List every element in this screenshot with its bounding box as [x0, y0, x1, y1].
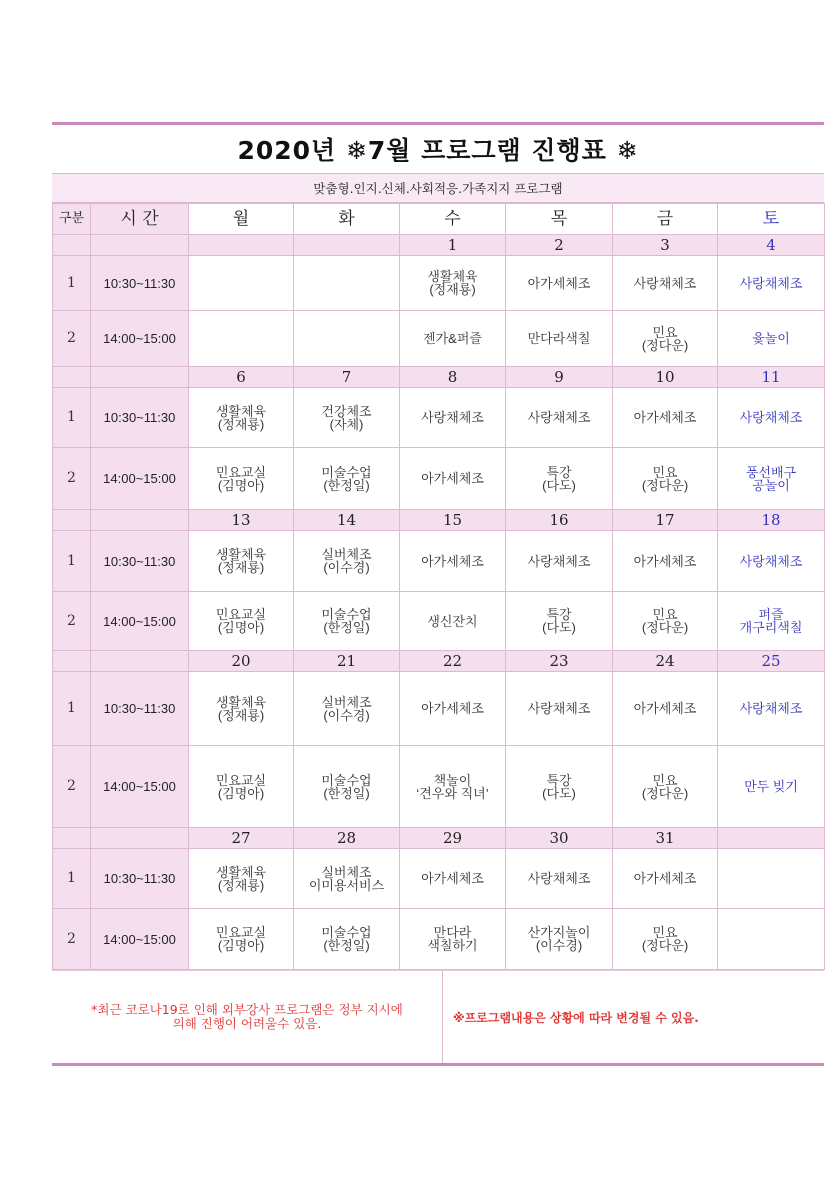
program-text: 생활체육: [215, 403, 267, 419]
program-text: 민요교실: [215, 607, 267, 622]
date-row: [53, 235, 825, 256]
date-cell: 6: [189, 367, 294, 388]
date-cell: 28: [294, 828, 400, 849]
header-day-tue: 화: [294, 204, 400, 235]
program-text: 아가세체조: [633, 871, 697, 886]
program-text: 아가세체조: [421, 553, 484, 569]
date-cell: 3: [613, 235, 718, 256]
program-text: 아가세체조: [421, 871, 484, 886]
program-text: 실버체조: [321, 547, 372, 562]
program-cell: [613, 909, 718, 970]
program-text: (김명아): [217, 938, 265, 953]
program-text: 아가세체조: [633, 701, 697, 716]
date-cell: [189, 235, 294, 256]
program-text: 특강: [546, 464, 572, 480]
program-cell: [506, 388, 613, 448]
program-text: (한정일): [323, 620, 370, 635]
program-cell: [718, 256, 825, 311]
program-text: (정재룡): [217, 416, 265, 432]
program-text: 민요교실: [215, 464, 267, 480]
program-cell: [400, 311, 506, 367]
program-cell: [613, 746, 718, 828]
program-cell: [400, 388, 506, 448]
program-cell: [189, 256, 294, 311]
program-cell: [189, 909, 294, 970]
date-cell: 7: [294, 367, 400, 388]
schedule-body: [53, 204, 825, 970]
program-text: (정다운): [641, 938, 689, 953]
program-cell: [294, 909, 400, 970]
schedule-table: [52, 203, 825, 970]
program-text: 사랑채체조: [527, 701, 591, 716]
session-number: 2: [53, 746, 91, 828]
session-row: [53, 448, 825, 510]
session-row: [53, 909, 825, 970]
program-cell: [400, 256, 506, 311]
session-number: 1: [53, 849, 91, 909]
date-cell: 24: [613, 651, 718, 672]
program-text: 사랑채체조: [633, 275, 697, 291]
header-time: 시 간: [91, 204, 189, 235]
session-number: 2: [53, 909, 91, 970]
program-text: 사랑채체조: [739, 275, 803, 291]
date-cell: 20: [189, 651, 294, 672]
date-row-time-blank: [91, 828, 189, 849]
program-cell: [613, 849, 718, 909]
session-number: 2: [53, 448, 91, 510]
program-cell: [189, 746, 294, 828]
program-text: 이미용서비스: [308, 877, 385, 893]
program-text: (정다운): [641, 620, 689, 635]
date-cell: 31: [613, 828, 718, 849]
program-cell: [718, 909, 825, 970]
program-text: 아가세체조: [633, 410, 697, 425]
program-cell: [294, 256, 400, 311]
date-row: [53, 510, 825, 531]
program-text: (이수경): [323, 707, 370, 723]
date-row-gubun-blank: [53, 651, 91, 672]
page-subtitle: 맞춤형.인지.신체.사회적응.가족지지 프로그램: [52, 174, 824, 203]
program-text: 미술수업: [321, 607, 372, 622]
program-cell: [189, 388, 294, 448]
date-cell: 29: [400, 828, 506, 849]
program-text: 특강: [546, 607, 572, 622]
header-day-mon: 월: [189, 204, 294, 235]
session-number: 1: [53, 388, 91, 448]
program-cell: [506, 909, 613, 970]
program-cell: [613, 672, 718, 746]
program-cell: [294, 672, 400, 746]
session-row: [53, 388, 825, 448]
program-cell: [718, 388, 825, 448]
program-cell: [718, 849, 825, 909]
program-text: 아가세체조: [633, 553, 697, 569]
date-cell: 8: [400, 367, 506, 388]
program-text: 퍼즐: [758, 607, 784, 622]
date-cell: 14: [294, 510, 400, 531]
session-number: 1: [53, 256, 91, 311]
program-cell: [718, 531, 825, 592]
program-cell: [613, 256, 718, 311]
program-text: 민요: [652, 324, 678, 340]
date-row-time-blank: [91, 651, 189, 672]
program-cell: [613, 592, 718, 651]
program-text: 사랑채체조: [527, 871, 591, 886]
session-row: [53, 849, 825, 909]
date-row: [53, 651, 825, 672]
program-text: 민요: [652, 772, 678, 788]
program-cell: [294, 531, 400, 592]
program-cell: [294, 746, 400, 828]
date-cell: 23: [506, 651, 613, 672]
date-row: [53, 828, 825, 849]
date-cell: 30: [506, 828, 613, 849]
note-corona-line: *최근 코로나19로 인해 외부강사 프로그램은 정부 지시에: [91, 1002, 403, 1017]
program-text: (정재룡): [217, 560, 265, 575]
program-cell: [718, 672, 825, 746]
program-text: 사랑채체조: [739, 553, 803, 569]
date-cell: 11: [718, 367, 825, 388]
header-day-sat: 토: [718, 204, 825, 235]
program-text: (정재룡): [429, 282, 476, 297]
program-cell: [189, 592, 294, 651]
program-text: 특강: [546, 772, 572, 788]
program-cell: [294, 388, 400, 448]
program-text: 사랑채체조: [739, 410, 803, 425]
program-text: 책놀이: [433, 772, 472, 788]
program-text: 민요교실: [215, 925, 267, 940]
date-cell: 22: [400, 651, 506, 672]
program-cell: [506, 849, 613, 909]
program-text: (정재룡): [217, 877, 265, 893]
session-time: 10:30~11:30: [91, 531, 189, 592]
program-text: ‘견우와 직녀’: [416, 785, 489, 801]
program-text: 아가세체조: [421, 701, 484, 716]
schedule-sheet: [52, 122, 824, 1066]
date-cell: 9: [506, 367, 613, 388]
program-text: (김명아): [217, 785, 265, 801]
program-text: 건강체조: [321, 403, 372, 419]
date-cell: 25: [718, 651, 825, 672]
session-row: [53, 746, 825, 828]
program-text: 생신잔치: [427, 613, 478, 629]
date-cell: [718, 828, 825, 849]
session-row: [53, 531, 825, 592]
program-text: (김명아): [217, 620, 265, 635]
program-cell: [506, 448, 613, 510]
program-text: 민요: [652, 925, 678, 940]
program-cell: [294, 849, 400, 909]
header-day-fri: 금: [613, 204, 718, 235]
date-cell: 13: [189, 510, 294, 531]
date-cell: 4: [718, 235, 825, 256]
program-text: (한정일): [323, 938, 370, 953]
program-cell: [613, 531, 718, 592]
program-text: 아가세체조: [527, 275, 591, 291]
program-cell: [189, 448, 294, 510]
date-cell: 21: [294, 651, 400, 672]
program-text: 아가세체조: [421, 471, 484, 486]
date-row-gubun-blank: [53, 510, 91, 531]
session-time: 14:00~15:00: [91, 909, 189, 970]
program-text: 미술수업: [321, 464, 372, 480]
session-time: 14:00~15:00: [91, 448, 189, 510]
session-number: 2: [53, 592, 91, 651]
program-text: 개구리색칠: [739, 620, 803, 635]
program-text: 젠가&퍼즐: [423, 331, 482, 346]
program-cell: [506, 311, 613, 367]
program-cell: [506, 256, 613, 311]
program-cell: [189, 672, 294, 746]
program-text: 만두 빚기: [744, 779, 798, 794]
session-time: 14:00~15:00: [91, 746, 189, 828]
session-row: [53, 256, 825, 311]
date-row-time-blank: [91, 510, 189, 531]
session-row: [53, 311, 825, 367]
session-row: [53, 592, 825, 651]
date-row-gubun-blank: [53, 235, 91, 256]
notes-section: [52, 970, 824, 1063]
program-text: 민요: [652, 607, 678, 622]
note-corona: [52, 971, 443, 1063]
program-cell: [189, 311, 294, 367]
date-cell: 1: [400, 235, 506, 256]
program-cell: [400, 592, 506, 651]
program-cell: [718, 592, 825, 651]
program-text: 윷놀이: [752, 331, 790, 346]
program-text: (이수경): [535, 938, 583, 953]
date-row-time-blank: [91, 235, 189, 256]
session-time: 14:00~15:00: [91, 592, 189, 651]
program-cell: [718, 448, 825, 510]
program-cell: [400, 909, 506, 970]
program-cell: [506, 531, 613, 592]
program-text: 실버체조: [321, 864, 372, 880]
program-text: 산가지놀이: [527, 925, 591, 940]
program-text: 공놀이: [752, 477, 790, 493]
date-cell: 17: [613, 510, 718, 531]
program-text: 사랑채체조: [527, 553, 591, 569]
header-row: [53, 204, 825, 235]
program-text: (다도): [542, 785, 576, 801]
date-row-gubun-blank: [53, 828, 91, 849]
program-text: 사랑채체조: [527, 410, 591, 425]
program-cell: [506, 746, 613, 828]
program-cell: [400, 672, 506, 746]
program-text: 생활체육: [215, 547, 267, 562]
date-cell: 27: [189, 828, 294, 849]
program-cell: [613, 311, 718, 367]
program-cell: [189, 531, 294, 592]
session-number: 2: [53, 311, 91, 367]
program-text: (다도): [542, 477, 576, 493]
session-number: 1: [53, 531, 91, 592]
program-cell: [506, 592, 613, 651]
program-text: 민요: [652, 464, 678, 480]
program-cell: [613, 448, 718, 510]
header-gubun: 구분: [53, 204, 91, 235]
program-text: 실버체조: [321, 694, 372, 710]
program-text: 생활체육: [427, 269, 478, 284]
program-text: (정재룡): [217, 707, 265, 723]
program-cell: [718, 746, 825, 828]
date-row-time-blank: [91, 367, 189, 388]
program-cell: [189, 849, 294, 909]
program-cell: [400, 746, 506, 828]
program-text: (다도): [542, 620, 576, 635]
program-text: 미술수업: [321, 925, 372, 940]
date-cell: 10: [613, 367, 718, 388]
session-time: 10:30~11:30: [91, 388, 189, 448]
session-time: 10:30~11:30: [91, 256, 189, 311]
program-cell: [294, 448, 400, 510]
session-time: 14:00~15:00: [91, 311, 189, 367]
session-number: 1: [53, 672, 91, 746]
program-cell: [400, 448, 506, 510]
session-time: 10:30~11:30: [91, 849, 189, 909]
page-title: 2020년 ❄7월 프로그램 진행표 ❄: [52, 125, 824, 174]
program-text: (이수경): [323, 560, 370, 575]
program-text: (정다운): [641, 785, 689, 801]
program-text: (김명아): [217, 477, 265, 493]
session-row: [53, 672, 825, 746]
program-text: 사랑채체조: [739, 701, 803, 716]
program-text: 풍선배구: [745, 464, 797, 480]
program-cell: [294, 311, 400, 367]
program-text: 생활체육: [215, 864, 267, 880]
bottom-rule: [52, 1063, 824, 1066]
session-time: 10:30~11:30: [91, 672, 189, 746]
program-text: 민요교실: [215, 772, 267, 788]
program-text: 만다라색칠: [527, 331, 591, 346]
program-cell: [294, 592, 400, 651]
program-text: (정다운): [641, 477, 689, 493]
program-cell: [718, 311, 825, 367]
program-text: 미술수업: [321, 772, 372, 788]
program-cell: [506, 672, 613, 746]
program-text: (한정일): [323, 785, 370, 801]
date-cell: 16: [506, 510, 613, 531]
program-text: 생활체육: [215, 694, 267, 710]
date-row-gubun-blank: [53, 367, 91, 388]
program-text: 사랑채체조: [421, 410, 484, 425]
program-text: (자체): [329, 416, 364, 432]
program-cell: [400, 531, 506, 592]
program-text: (한정일): [323, 477, 370, 493]
date-row: [53, 367, 825, 388]
date-cell: 15: [400, 510, 506, 531]
program-text: 만다라: [433, 925, 472, 940]
header-day-thu: 목: [506, 204, 613, 235]
date-cell: 18: [718, 510, 825, 531]
program-cell: [613, 388, 718, 448]
date-cell: 2: [506, 235, 613, 256]
program-text: (정다운): [641, 337, 689, 353]
program-cell: [400, 849, 506, 909]
note-corona-line: 의해 진행이 어려울수 있음.: [172, 1016, 322, 1031]
program-text: 색칠하기: [427, 938, 478, 953]
header-day-wed: 수: [400, 204, 506, 235]
note-change: ※프로그램내용은 상황에 따라 변경될 수 있음.: [453, 1010, 699, 1025]
date-cell: [294, 235, 400, 256]
